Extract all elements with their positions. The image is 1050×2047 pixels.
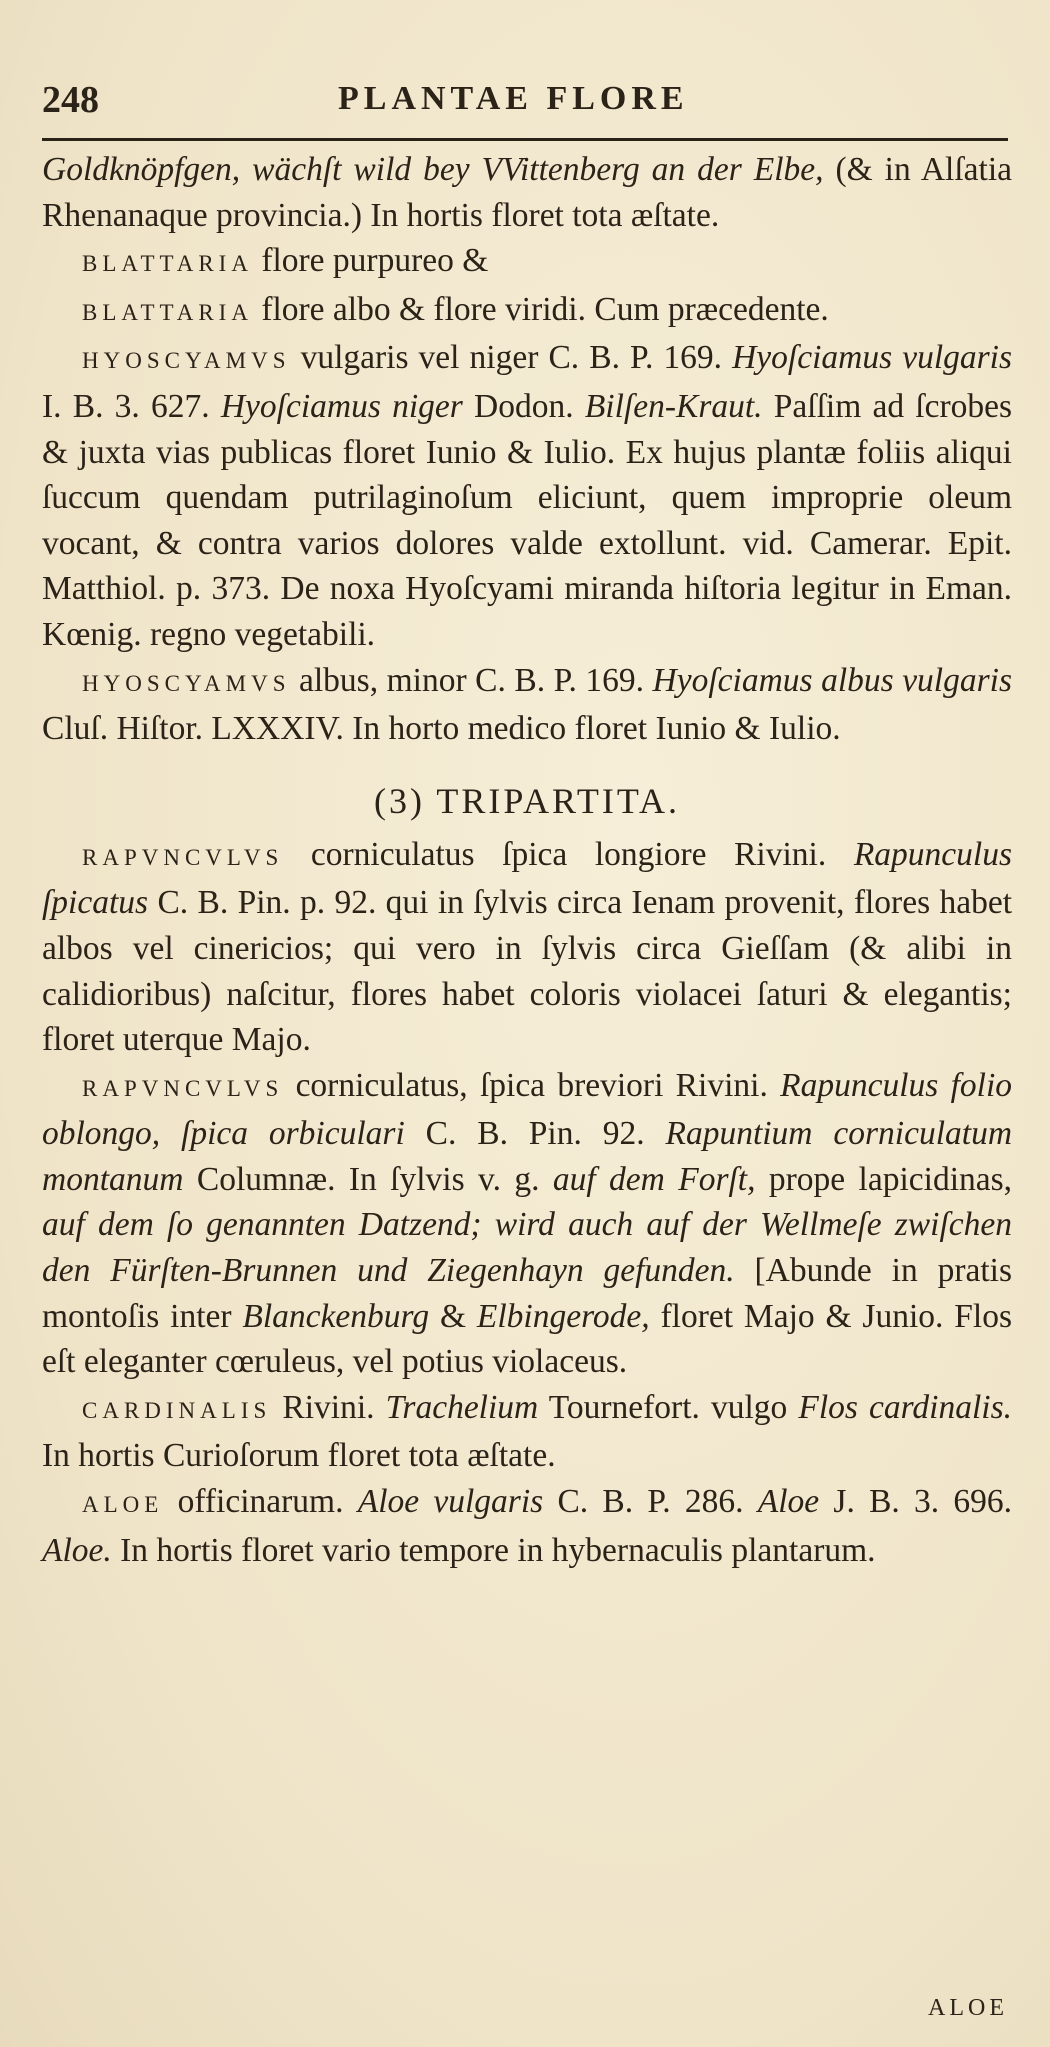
genus-name: RAPVNCVLVS bbox=[82, 1075, 284, 1101]
paragraph-text: (& in Alſatia Rhenanaque provincia.) In hortis floret tota æſtate. bbox=[42, 151, 1012, 234]
paragraph-text: flore purpureo & bbox=[261, 242, 489, 280]
paragraph-text: [Abunde in pratis montoſis inter bbox=[42, 1252, 1013, 1335]
paragraph-text: officinarum. bbox=[177, 1483, 344, 1521]
locality: Elbingerode, bbox=[476, 1297, 650, 1335]
page-number: 248 bbox=[42, 79, 99, 121]
paragraph-text: In hortis Curioſorum floret tota æſtate. bbox=[42, 1437, 556, 1475]
header-rule bbox=[42, 138, 1008, 141]
synonym: Rapuntium corniculatum montanum bbox=[42, 1115, 1013, 1198]
paragraph-text: Cluſ. Hiſtor. LXXXIV. In horto medico floret Iunio & Iulio. bbox=[42, 710, 841, 748]
entry-hyoscyamus-niger bbox=[42, 335, 1012, 657]
vernacular-name: Bilſen-Kraut. bbox=[584, 387, 763, 425]
synonym: Aloe vulgaris bbox=[357, 1483, 544, 1521]
synonym: Hyoſciamus niger bbox=[220, 387, 463, 425]
locality: auf dem ſo genannten Datzend; wird auch auf der Wellmeſe zwiſchen den Fürſten-Brunnen und Ziegenhayn gefunden. bbox=[42, 1206, 1012, 1290]
synonym: Flos cardinalis. bbox=[798, 1388, 1013, 1426]
entry-aloe bbox=[42, 1479, 1012, 1573]
paragraph-text: J. B. 3. 696. bbox=[833, 1483, 1013, 1521]
paragraph-text: corniculatus, ſpica breviori Rivini. bbox=[295, 1066, 768, 1104]
entry-blattaria-alba bbox=[42, 287, 1012, 336]
locality: auf dem Forſt, bbox=[552, 1160, 756, 1198]
entry-blattaria-purpurea bbox=[42, 238, 1012, 287]
paragraph-text: Dodon. bbox=[474, 387, 574, 425]
paragraph-text: Paſſim ad ſcrobes & juxta vias publicas floret Iunio & Iulio. Ex hujus plantæ foliis aliqui ſuccum quendam putrilaginoſum eliciunt, quem improprie oleum vocant, & contra varios dolores valde extollunt. vid. Camerar. Epit. Matthiol. p. 373. De noxa Hyoſcyami miranda hiſtoria legitur in Eman. Kœnig. regno vegetabili. bbox=[42, 387, 1013, 653]
paragraph-text: I. B. 3. 627. bbox=[42, 387, 210, 425]
page-header bbox=[42, 60, 1008, 130]
entry-cardinalis bbox=[42, 1385, 1012, 1479]
paragraph-text: vulgaris vel niger C. B. P. 169. bbox=[300, 339, 723, 377]
paragraph-text: C. B. P. 286. bbox=[557, 1483, 744, 1521]
section-heading: (3) TRIPARTITA. bbox=[374, 780, 680, 821]
genus-name: BLATTARIA bbox=[82, 251, 253, 277]
genus-name: HYOSCYAMVS bbox=[82, 348, 291, 374]
paragraph-text: & bbox=[439, 1297, 467, 1335]
genus-name: RAPVNCVLVS bbox=[82, 844, 284, 870]
paragraph-text: In hortis floret vario tempore in hybernaculis plantarum. bbox=[120, 1531, 876, 1569]
synonym: Rapunculus ſpicatus bbox=[42, 835, 1013, 922]
paragraph-text: albus, minor C. B. P. 169. bbox=[299, 661, 645, 699]
genus-name: BLATTARIA bbox=[82, 299, 253, 325]
entry-rapunculus-longior bbox=[42, 832, 1012, 1063]
genus-name: CARDINALIS bbox=[82, 1397, 272, 1423]
synonym: Hyoſciamus albus vulgaris bbox=[652, 661, 1012, 699]
paragraph-text: prope lapicidinas, bbox=[768, 1160, 1013, 1198]
vernacular-note: Goldknöpfgen, wächſt wild bey VVittenberg an der Elbe, bbox=[42, 151, 824, 188]
locality: Blanckenburg bbox=[242, 1297, 430, 1335]
catchword: ALOE bbox=[928, 1995, 1008, 2021]
body-text bbox=[42, 147, 1012, 1573]
synonym: Trachelium bbox=[385, 1388, 539, 1426]
paragraph-text: flore albo & flore viridi. Cum præcedente. bbox=[261, 290, 829, 328]
paragraph-goldknopfgen bbox=[42, 147, 1012, 238]
synonym: Aloe. bbox=[42, 1531, 112, 1569]
synonym: Rapunculus folio oblongo, ſpica orbiculari bbox=[42, 1066, 1013, 1153]
running-title: PLANTAE FLORE bbox=[338, 80, 689, 117]
entry-rapunculus-brevior bbox=[42, 1063, 1012, 1385]
paragraph-text: floret Majo & Junio. Flos eſt eleganter cœruleus, vel potius violaceus. bbox=[42, 1297, 1013, 1381]
synonym: Aloe bbox=[757, 1483, 820, 1521]
genus-name: ALOE bbox=[82, 1492, 164, 1518]
paragraph-text: Columnæ. In ſylvis v. g. bbox=[196, 1160, 540, 1198]
paragraph-text: Tournefort. vulgo bbox=[548, 1388, 788, 1426]
genus-name: HYOSCYAMVS bbox=[82, 670, 291, 696]
synonym: Hyoſciamus vulgaris bbox=[732, 339, 1013, 377]
paragraph-text: C. B. Pin. p. 92. qui in ſylvis circa Ienam provenit, flores habet albos vel cinericios; qui vero in ſylvis circa Gieſſam (& alibi in calidioribus) naſcitur, flores habet coloris violacei ſaturi & elegantis; floret uterque Majo. bbox=[42, 884, 1013, 1059]
paragraph-text: C. B. Pin. 92. bbox=[425, 1115, 645, 1153]
paragraph-text: Rivini. bbox=[282, 1388, 375, 1426]
paragraph-text: corniculatus ſpica longiore Rivini. bbox=[310, 835, 827, 873]
entry-hyoscyamus-albus bbox=[42, 658, 1012, 752]
